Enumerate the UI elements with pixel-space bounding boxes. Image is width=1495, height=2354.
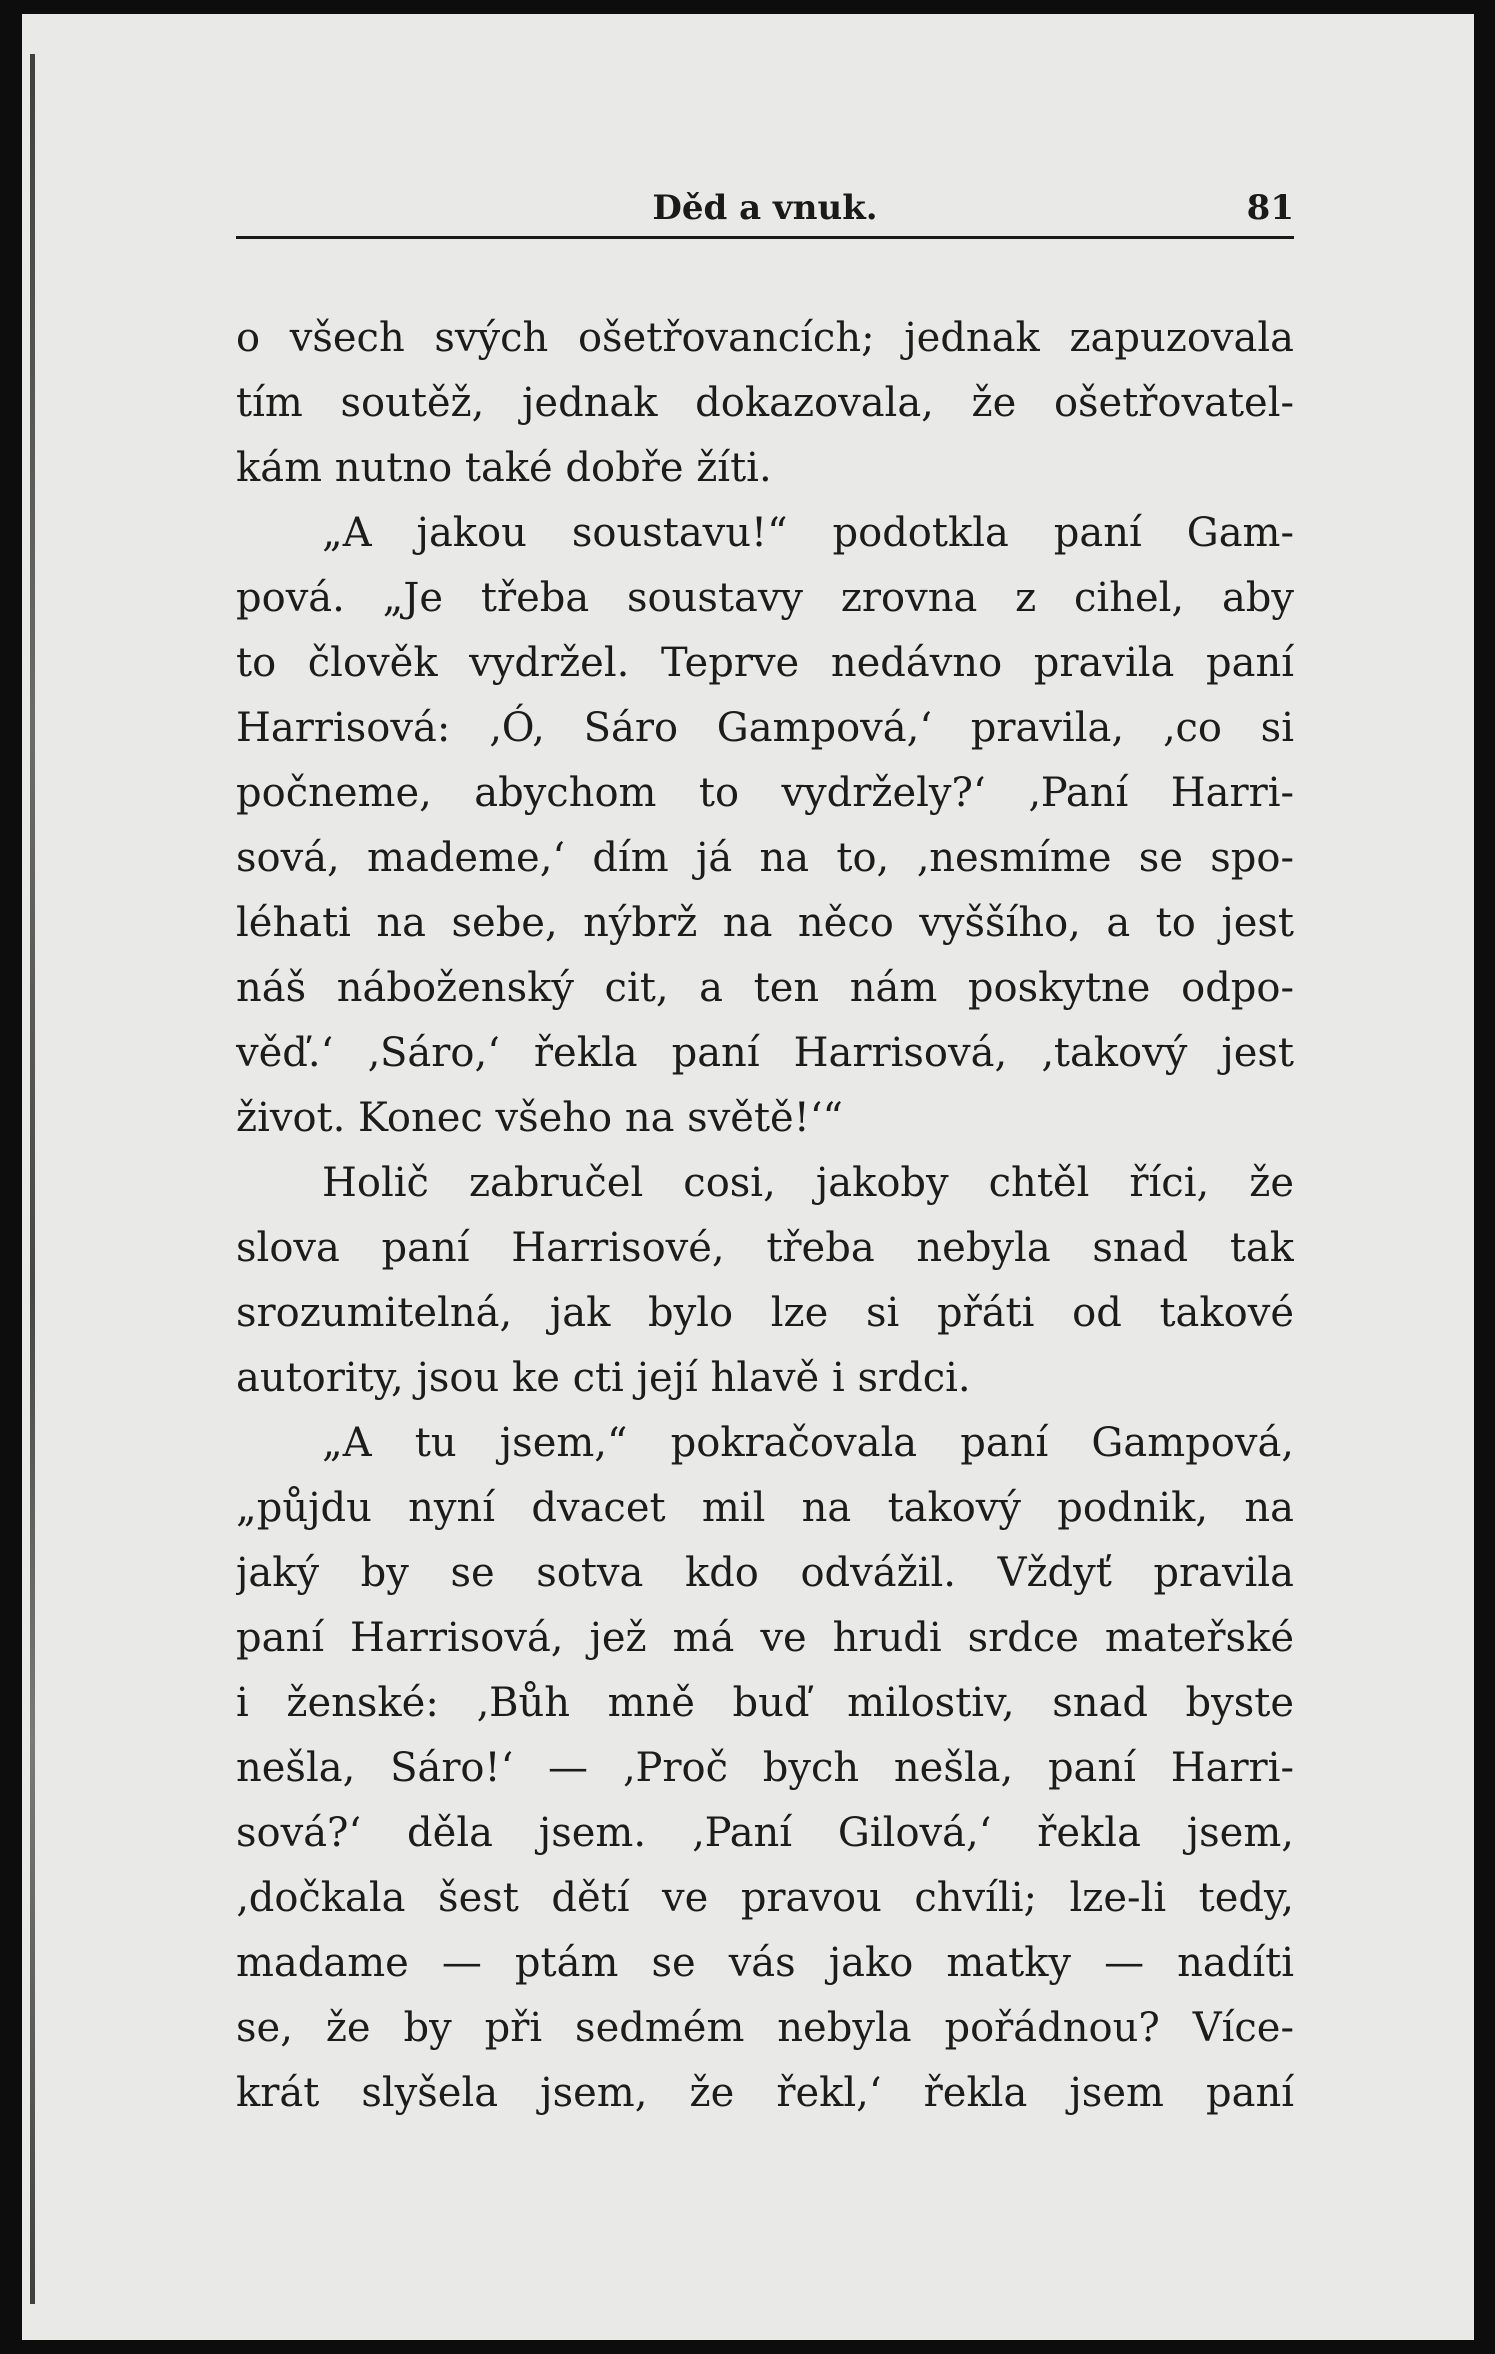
book-page — [22, 14, 1474, 2340]
body-text — [236, 306, 1294, 2126]
text-line: počneme, abychom to vydržely?‘ ‚Paní Harri- — [236, 770, 1294, 816]
page-binding-edge — [30, 54, 35, 2304]
text-line: i ženské: ‚Bůh mně buď milostiv, snad byste — [236, 1680, 1294, 1726]
text-line: „A jakou soustavu!“ podotkla paní Gam- — [322, 510, 1294, 556]
text-line: ‚dočkala šest dětí ve pravou chvíli; lze-li tedy, — [236, 1875, 1294, 1921]
text-line: o všech svých ošetřovancích; jednak zapuzovala — [236, 315, 1294, 361]
running-title: Děd a vnuk. — [652, 188, 878, 228]
running-header — [236, 184, 1294, 239]
text-line: léhati na sebe, nýbrž na něco vyššího, a to jest — [236, 900, 1294, 946]
text-line: život. Konec všeho na světě!‘“ — [236, 1095, 843, 1141]
text-line: krát slyšela jsem, že řekl,‘ řekla jsem paní — [236, 2070, 1294, 2116]
text-line: Harrisová: ‚Ó, Sáro Gampová,‘ pravila, ‚co si — [236, 705, 1294, 751]
text-line: pová. „Je třeba soustavy zrovna z cihel, aby — [236, 575, 1294, 621]
text-line: sová?‘ děla jsem. ‚Paní Gilová,‘ řekla jsem, — [236, 1810, 1294, 1856]
text-line: Holič zabručel cosi, jakoby chtěl říci, že — [322, 1160, 1294, 1206]
text-line: paní Harrisová, jež má ve hrudi srdce mateřské — [236, 1615, 1294, 1661]
text-line: se, že by při sedmém nebyla pořádnou? Více- — [236, 2005, 1294, 2051]
text-line: náš náboženský cit, a ten nám poskytne odpo- — [236, 965, 1294, 1011]
text-line: slova paní Harrisové, třeba nebyla snad tak — [236, 1225, 1294, 1271]
page-number: 81 — [1246, 188, 1294, 228]
text-line: nešla, Sáro!‘ — ‚Proč bych nešla, paní Harri- — [236, 1745, 1294, 1791]
text-line: srozumitelná, jak bylo lze si přáti od takové — [236, 1290, 1294, 1336]
text-line: „A tu jsem,“ pokračovala paní Gampová, — [322, 1420, 1294, 1466]
text-line: jaký by se sotva kdo odvážil. Vždyť pravila — [236, 1550, 1294, 1596]
text-line: madame — ptám se vás jako matky — nadíti — [236, 1940, 1294, 1986]
text-line: sová, mademe,‘ dím já na to, ‚nesmíme se spo- — [236, 835, 1294, 881]
text-line: „půjdu nyní dvacet mil na takový podnik, na — [236, 1485, 1294, 1531]
text-line: věď.‘ ‚Sáro,‘ řekla paní Harrisová, ‚takový jest — [236, 1030, 1294, 1076]
text-line: autority, jsou ke cti její hlavě i srdci. — [236, 1355, 971, 1401]
text-line: tím soutěž, jednak dokazovala, že ošetřovatel- — [236, 380, 1294, 426]
text-line: to člověk vydržel. Teprve nedávno pravila paní — [236, 640, 1294, 686]
text-line: kám nutno také dobře žíti. — [236, 445, 772, 491]
